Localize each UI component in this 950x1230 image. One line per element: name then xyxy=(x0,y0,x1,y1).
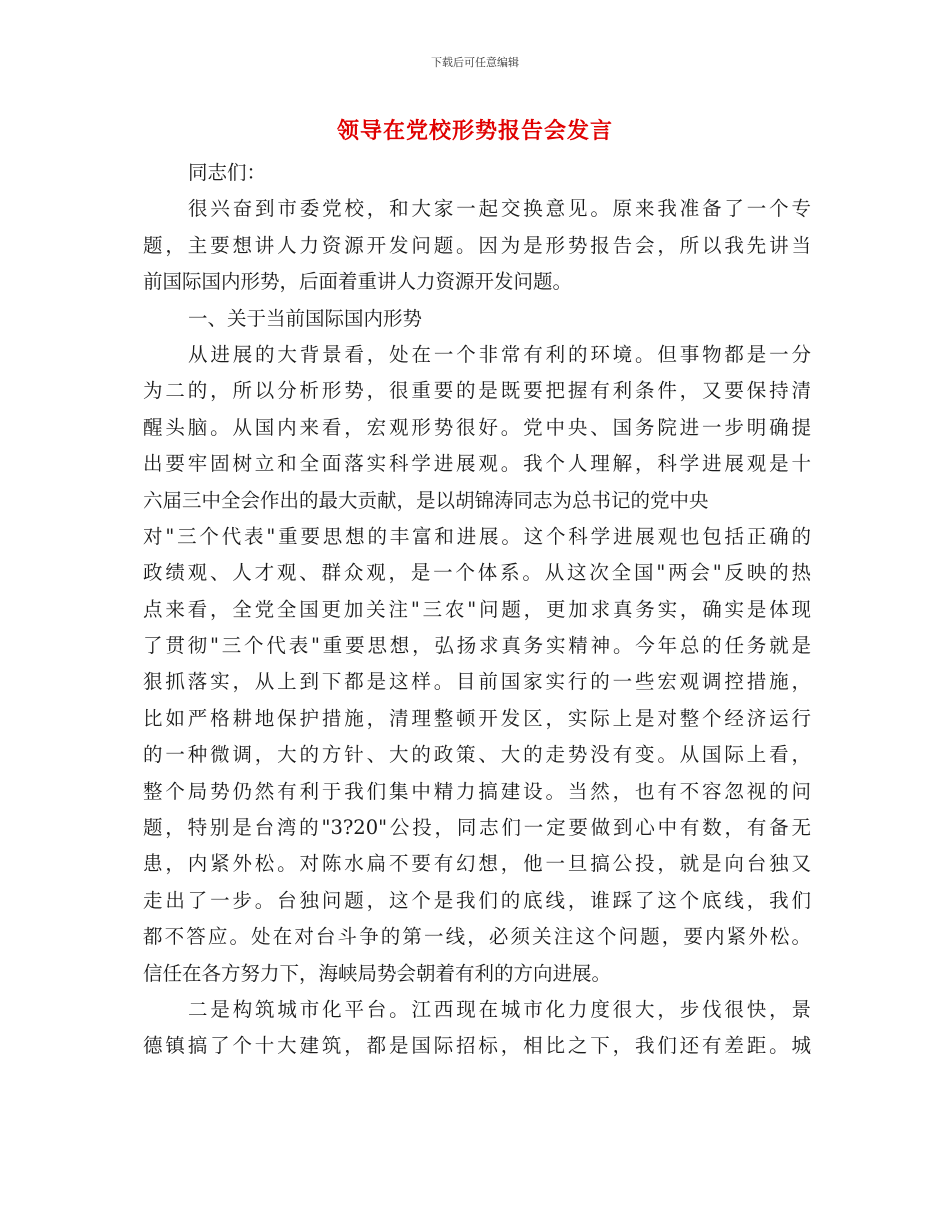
text-line: 了贯彻"三个代表"重要思想，弘扬求真务实精神。今年总的任务就是 xyxy=(143,634,811,658)
text-line: 政绩观、人才观、群众观，是一个体系。从这次全国"两会"反映的热 xyxy=(143,561,811,585)
text-line: 狠抓落实，从上到下都是这样。目前国家实行的一些宏观调控措施， xyxy=(143,670,811,694)
document-title: 领导在党校形势报告会发言 xyxy=(336,118,613,144)
text-line: 出要牢固树立和全面落实科学进展观。我个人理解，科学进展观是十 xyxy=(143,452,811,476)
text-line: 整个局势仍然有利于我们集中精力搞建设。当然，也有不容忽视的问 xyxy=(143,779,811,803)
text-line: 点来看，全党全国更加关注"三农"问题，更加求真务实，确实是体现 xyxy=(143,597,811,621)
text-line: 一、关于当前国际国内形势 xyxy=(188,306,423,330)
text-line: 从进展的大背景看，处在一个非常有利的环境。但事物都是一分 xyxy=(188,342,811,366)
text-line: 为二的，所以分析形势，很重要的是既要把握有利条件，又要保持清 xyxy=(143,379,811,403)
text-line: 信任在各方努力下，海峡局势会朝着有利的方向进展。 xyxy=(143,961,612,985)
text-line: 题，特别是台湾的"3?20"公投，同志们一定要做到心中有数，有备无 xyxy=(143,816,811,840)
text-line: 德镇搞了个十大建筑，都是国际招标，相比之下，我们还有差距。城 xyxy=(143,1034,811,1058)
text-line: 很兴奋到市委党校，和大家一起交换意见。原来我准备了一个专 xyxy=(188,197,811,221)
text-line: 醒头脑。从国内来看，宏观形势很好。党中央、国务院进一步明确提 xyxy=(143,415,811,439)
text-line: 都不答应。处在对台斗争的第一线，必须关注这个问题，要内紧外松。 xyxy=(143,925,811,949)
text-line: 同志们： xyxy=(188,161,267,184)
text-line: 比如严格耕地保护措施，清理整顿开发区，实际上是对整个经济运行 xyxy=(143,706,811,730)
text-line: 二是构筑城市化平台。江西现在城市化力度很大，步伐很快，景 xyxy=(188,997,811,1021)
text-line: 走出了一步。台独问题，这个是我们的底线，谁踩了这个底线，我们 xyxy=(143,888,811,912)
page-header: 下载后可任意编辑 xyxy=(431,56,519,69)
document-body xyxy=(143,155,811,1065)
text-line: 六届三中全会作出的最大贡献，是以胡锦涛同志为总书记的党中央 xyxy=(143,488,709,512)
text-line: 对"三个代表"重要思想的丰富和进展。这个科学进展观也包括正确的 xyxy=(143,524,811,548)
text-line: 的一种微调，大的方针、大的政策、大的走势没有变。从国际上看， xyxy=(143,743,811,767)
text-line: 前国际国内形势，后面着重讲人力资源开发问题。 xyxy=(143,270,573,294)
text-line: 题，主要想讲人力资源开发问题。因为是形势报告会，所以我先讲当 xyxy=(143,233,811,257)
text-line: 患，内紧外松。对陈水扁不要有幻想，他一旦搞公投，就是向台独又 xyxy=(143,852,811,876)
